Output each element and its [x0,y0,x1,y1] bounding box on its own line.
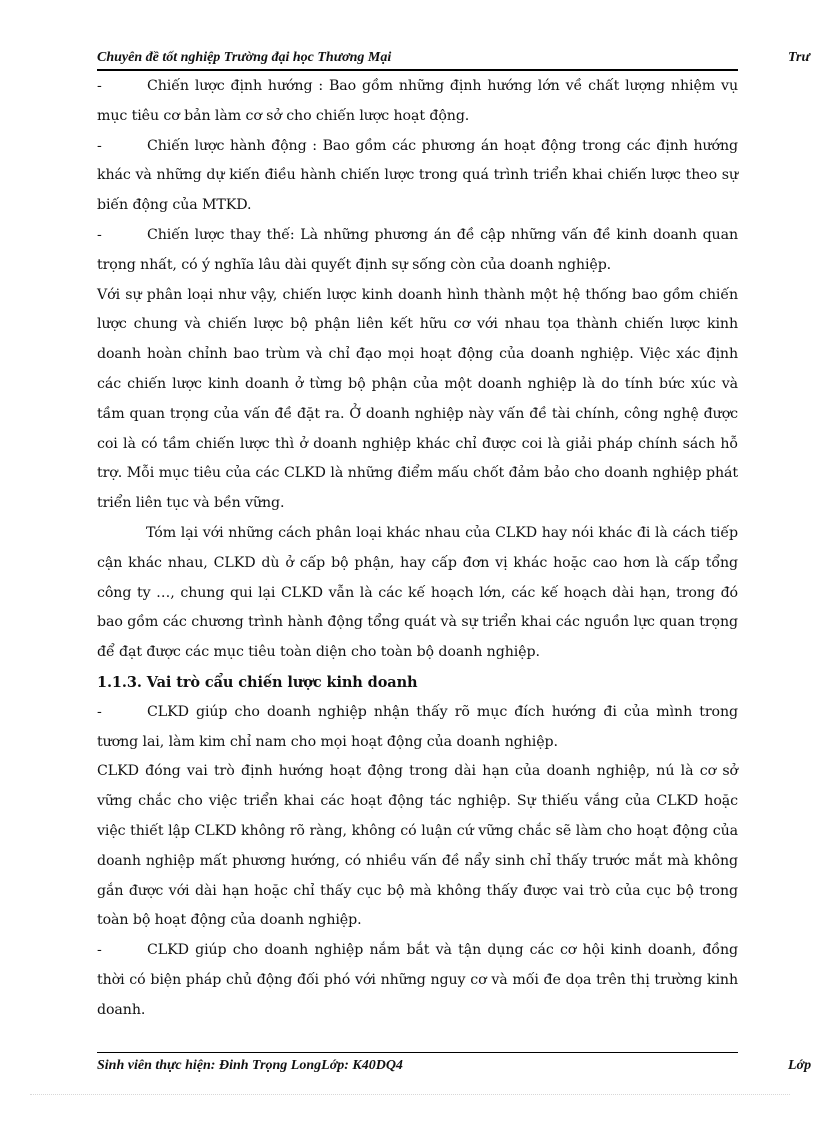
bullet-dash: - [97,703,102,720]
paragraph-text: CLKD giúp cho doanh nghiệp nhận thấy rõ mục đích hướng đi của mình trong tương lai, làm kim chỉ nam cho mọi hoạt động của doanh nghiệp. [97,703,738,750]
paragraph: CLKD đóng vai trò định hướng hoạt động trong dài hạn của doanh nghiệp, nú là cơ sở vững chắc cho việc triển khai các hoạt động tác nghiệp. Sự thiếu vắng của CLKD hoặc việc thiết lập CLKD không rõ ràng, không có luận cứ vững chắc sẽ làm cho hoạt động của doanh nghiệp mất phương hướng, có nhiều vấn đề nẩy sinh chỉ thấy trước mắt mà không gắn được với dài hạn hoặc chỉ thấy cục bộ mà không thấy được vai trò của cục bộ trong toàn bộ hoạt động của doanh nghiệp. [97,763,738,929]
bullet-dash: - [97,137,102,154]
bullet-paragraph [97,698,738,758]
paragraph: Tóm lại với những cách phân loại khác nhau của CLKD hay nói khác đi là cách tiếp cận khác nhau, CLKD dù ở cấp bộ phận, hay cấp đơn vị khác hoặc cao hơn là cấp tổng công ty …, chung qui lại CLKD vẫn là các kế hoạch lớn, các kế hoạch dài hạn, trong đó bao gồm các chương trình hành động tổng quát và sự triển khai các nguồn lực quan trọng để đạt được các mục tiêu toàn diện cho toàn bộ doanh nghiệp. [97,524,738,661]
paragraph-text: Chiến lược định hướng : Bao gồm những định hướng lớn về chất lượng nhiệm vụ mục tiêu cơ bản làm cơ sở cho chiến lược hoạt động. [97,78,738,124]
bullet-paragraph [97,221,738,281]
footer-author: Sinh viên thực hiện: Đinh Trọng LongLớp: K40DQ4 [97,1058,403,1073]
header-divider [97,69,738,71]
footer-right-text: Lớp [788,1058,812,1073]
bullet-paragraph [97,72,738,132]
bullet-paragraph [97,132,738,221]
page-bottom-border [30,1094,790,1095]
bullet-dash: - [97,226,102,243]
paragraph-text: CLKD giúp cho doanh nghiệp nắm bắt và tận dụng các cơ hội kinh doanh, đồng thời có biện pháp chủ động đối phó với những nguy cơ và mối đe dọa trên thị trường kinh doanh. [97,942,738,1018]
bullet-dash: - [97,78,102,94]
footer-divider [97,1052,738,1053]
header-title: Chuyên đề tốt nghiệp Trường đại học Thương Mại [97,50,392,65]
header-right-text: Trư [788,50,810,65]
body-text [97,72,738,1026]
bullet-dash: - [97,942,102,959]
paragraph: Với sự phân loại như vậy, chiến lược kinh doanh hình thành một hệ thống bao gồm chiến lược chung và chiến lược bộ phận liên kết hữu cơ với nhau tọa thành chiến lược kinh doanh hoàn chỉnh bao trùm và chỉ đạo mọi hoạt động của doanh nghiệp. Việc xác định các chiến lược kinh doanh ở từng bộ phận của một doanh nghiệp là do tính bức xúc và tầm quan trọng của vấn đề đặt ra. Ở doanh nghiệp này vấn đề tài chính, công nghệ được coi là có tầm chiến lược thì ở doanh nghiệp khác chỉ được coi là giải pháp chính sách hỗ trợ. Mỗi mục tiêu của các CLKD là những điểm mấu chốt đảm bảo cho doanh nghiệp phát triển liên tục và bền vững. [97,286,738,512]
section-heading: 1.1.3. Vai trò cẩu chiến lược kinh doanh [97,673,418,691]
paragraph-text: Chiến lược hành động : Bao gồm các phương án hoạt động trong các định hướng khác và những dự kiến điều hành chiến lược trong quá trình triển khai chiến lược theo sự biến động của MTKD. [97,137,738,214]
paragraph-text: Chiến lược thay thế: Là những phương án đề cập những vấn đề kinh doanh quan trọng nhất, có ý nghĩa lâu dài quyết định sự sống còn của doanh nghiệp. [97,226,738,273]
bullet-paragraph [97,936,738,1025]
